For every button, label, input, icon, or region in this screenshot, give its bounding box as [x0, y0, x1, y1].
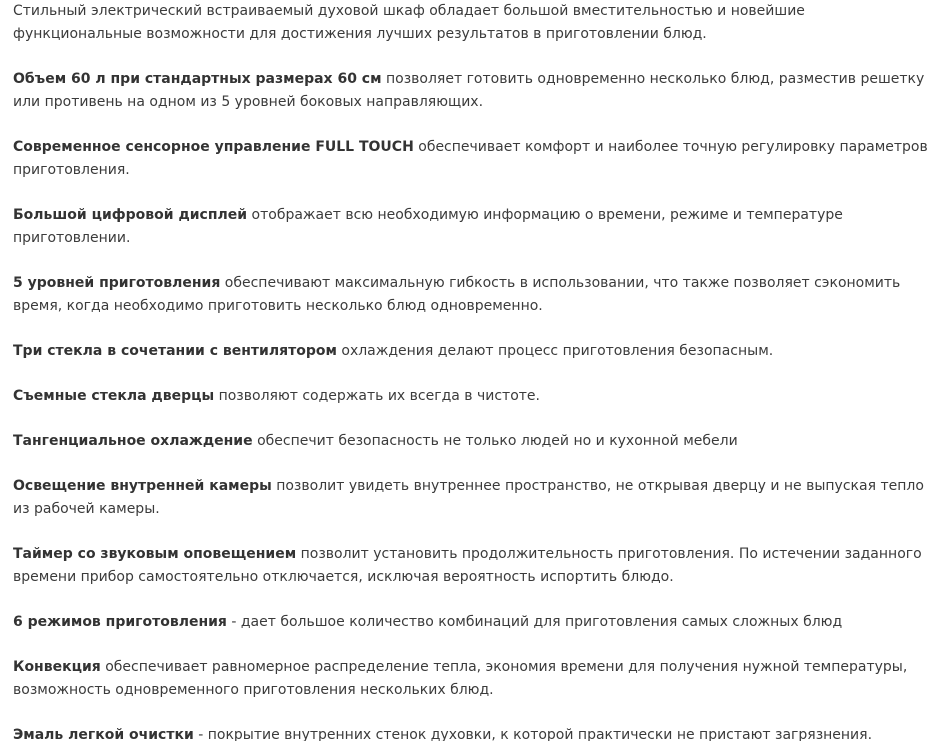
feature-convection: [13, 656, 933, 702]
feature-text: обеспечивает равномерное распределение тепла, экономия времени для получения нужной температуры, возможность одновременного приготовления нескольких блюд.: [13, 659, 908, 698]
feature-title: 6 режимов приготовления: [13, 614, 227, 630]
feature-volume: [13, 68, 933, 114]
feature-text: - дает большое количество комбинаций для приготовления самых сложных блюд: [226, 614, 843, 630]
feature-title: Эмаль легкой очистки: [13, 727, 194, 741]
feature-levels: [13, 272, 933, 318]
feature-tangential-cooling: [13, 430, 933, 453]
feature-title: 5 уровней приготовления: [13, 275, 221, 291]
feature-text: обеспечит безопасность не только людей но и кухонной мебели: [252, 433, 738, 449]
feature-text: - покрытие внутренних стенок духовки, к которой практически не пристают загрязнения.: [193, 727, 873, 741]
feature-title: Таймер со звуковым оповещением: [13, 546, 297, 562]
feature-title: Конвекция: [13, 659, 101, 675]
intro-paragraph: [13, 0, 933, 46]
feature-enamel: [13, 724, 933, 741]
feature-text: позволяет готовить одновременно несколько блюд, разместив решетку или противень на одном из 5 уровней боковых направляющих.: [13, 71, 925, 110]
feature-text: Стильный электрический встраиваемый духовой шкаф обладает большой вместительностью и новейшие функциональные возможности для достижения лучших результатов в приготовлении блюд.: [13, 3, 805, 42]
feature-touch-control: [13, 136, 933, 182]
feature-removable-glass: [13, 385, 933, 408]
feature-title: Современное сенсорное управление FULL TOUCH: [13, 139, 414, 155]
feature-text: позволит увидеть внутреннее пространство, не открывая дверцу и не выпуская тепло из рабочей камеры.: [13, 478, 924, 517]
feature-text: охлаждения делают процесс приготовления безопасным.: [336, 343, 774, 359]
feature-text: отображает всю необходимую информацию о времени, режиме и температуре приготовлении.: [13, 207, 843, 246]
feature-text: обеспечивают максимальную гибкость в использовании, что также позволяет сэкономить время, когда необходимо приготовить несколько блюд одновременно.: [13, 275, 901, 314]
feature-title: Объем 60 л при стандартных размерах 60 см: [13, 71, 382, 87]
feature-title: Большой цифровой дисплей: [13, 207, 248, 223]
feature-title: Три стекла в сочетании с вентилятором: [13, 343, 337, 359]
feature-title: Тангенциальное охлаждение: [13, 433, 253, 449]
feature-title: Съемные стекла дверцы: [13, 388, 215, 404]
feature-text: позволяют содержать их всегда в чистоте.: [214, 388, 540, 404]
feature-glass-fan: [13, 340, 933, 363]
feature-text: обеспечивает комфорт и наиболее точную регулировку параметров приготовления.: [13, 139, 928, 178]
feature-modes: [13, 611, 933, 634]
feature-display: [13, 204, 933, 250]
feature-title: Освещение внутренней камеры: [13, 478, 272, 494]
feature-lighting: [13, 475, 933, 521]
feature-timer: [13, 543, 933, 589]
feature-text: позволит установить продолжительность приготовления. По истечении заданного времени прибор самостоятельно отключается, исключая вероятность испортить блюдо.: [13, 546, 922, 585]
